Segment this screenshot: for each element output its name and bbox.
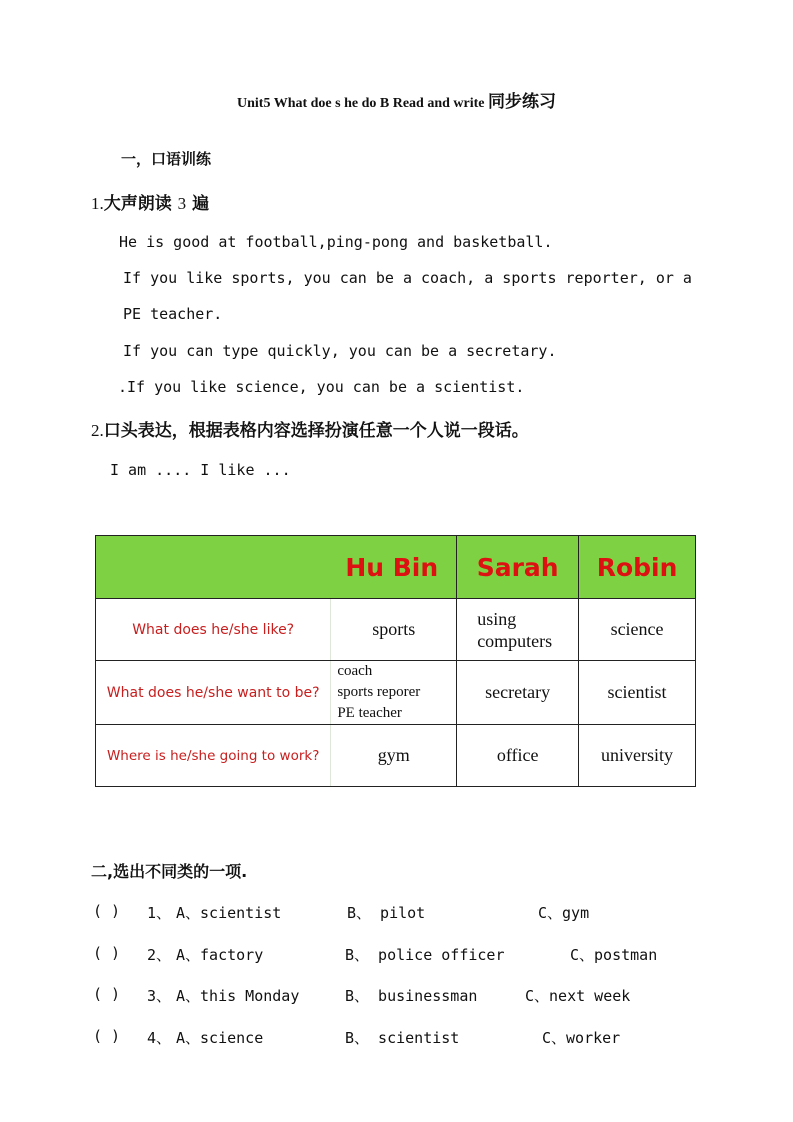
question-cell: What does he/she like? <box>96 599 331 661</box>
header-hu-bin: Hu Bin <box>96 536 457 599</box>
item1-unit: 遍 <box>192 194 210 214</box>
table-row <box>96 599 696 661</box>
reading-line: He is good at football,ping-pong and basketball. <box>119 233 553 251</box>
table-cell: gym <box>331 725 457 787</box>
option-a: A、factory <box>176 946 264 964</box>
table-row <box>96 725 696 787</box>
item1-heading <box>91 189 209 214</box>
answer-blank[interactable]: ( ) <box>93 944 121 962</box>
table-cell: university <box>579 725 696 787</box>
page-title <box>0 87 793 112</box>
table-cell: sports <box>331 599 457 661</box>
option-b: B、 scientist <box>345 1029 460 1047</box>
table-cell: using computers <box>457 599 579 661</box>
item2-prompt: I am .... I like ... <box>110 461 291 479</box>
item1-count: 3 <box>177 194 187 213</box>
item-number: 2、 <box>147 946 172 964</box>
title-text: Unit5 What doe s he do B Read and write <box>237 96 488 111</box>
table-cell: office <box>457 725 579 787</box>
option-c: C、worker <box>542 1029 621 1047</box>
title-cn: 同步练习 <box>488 92 556 112</box>
option-b: B、 police officer <box>345 946 505 964</box>
item2-heading <box>91 416 529 441</box>
header-robin: Robin <box>579 536 696 599</box>
question-cell: Where is he/she going to work? <box>96 725 331 787</box>
item-number: 1、 <box>147 904 172 922</box>
table-cell: coach sports reporer PE teacher <box>331 661 457 725</box>
option-b: B、 pilot <box>347 904 426 922</box>
option-c: C、next week <box>525 987 631 1005</box>
header-sarah: Sarah <box>457 536 579 599</box>
answer-blank[interactable]: ( ) <box>93 1027 121 1045</box>
item2-num: 2. <box>91 421 104 440</box>
option-a: A、this Monday <box>176 987 300 1005</box>
reading-line: If you can type quickly, you can be a secretary. <box>123 342 557 360</box>
option-c: C、postman <box>570 946 658 964</box>
item2-label: 口头表达，根据表格内容选择扮演任意一个人说一段话。 <box>103 421 529 441</box>
reading-line: .If you like science, you can be a scientist. <box>118 378 525 396</box>
option-c: C、gym <box>538 904 590 922</box>
section2-heading: 二,选出不同类的一项. <box>91 862 248 881</box>
roles-table <box>95 535 696 787</box>
option-a: A、science <box>176 1029 264 1047</box>
table-cell: secretary <box>457 661 579 725</box>
answer-blank[interactable]: ( ) <box>93 985 121 1003</box>
item-number: 4、 <box>147 1029 172 1047</box>
option-a: A、scientist <box>176 904 282 922</box>
item1-num: 1. <box>91 194 104 213</box>
section1-heading: 一，口语训练 <box>121 150 212 168</box>
question-cell: What does he/she want to be? <box>96 661 331 725</box>
reading-line: PE teacher. <box>123 305 223 323</box>
item1-label: 大声朗读 <box>103 194 172 214</box>
option-b: B、 businessman <box>345 987 478 1005</box>
table-row <box>96 661 696 725</box>
reading-line: If you like sports, you can be a coach, a sports reporter, or a <box>123 269 692 287</box>
table-header-row <box>96 536 696 599</box>
item-number: 3、 <box>147 987 172 1005</box>
table-cell: science <box>579 599 696 661</box>
answer-blank[interactable]: ( ) <box>93 902 121 920</box>
table-cell: scientist <box>579 661 696 725</box>
